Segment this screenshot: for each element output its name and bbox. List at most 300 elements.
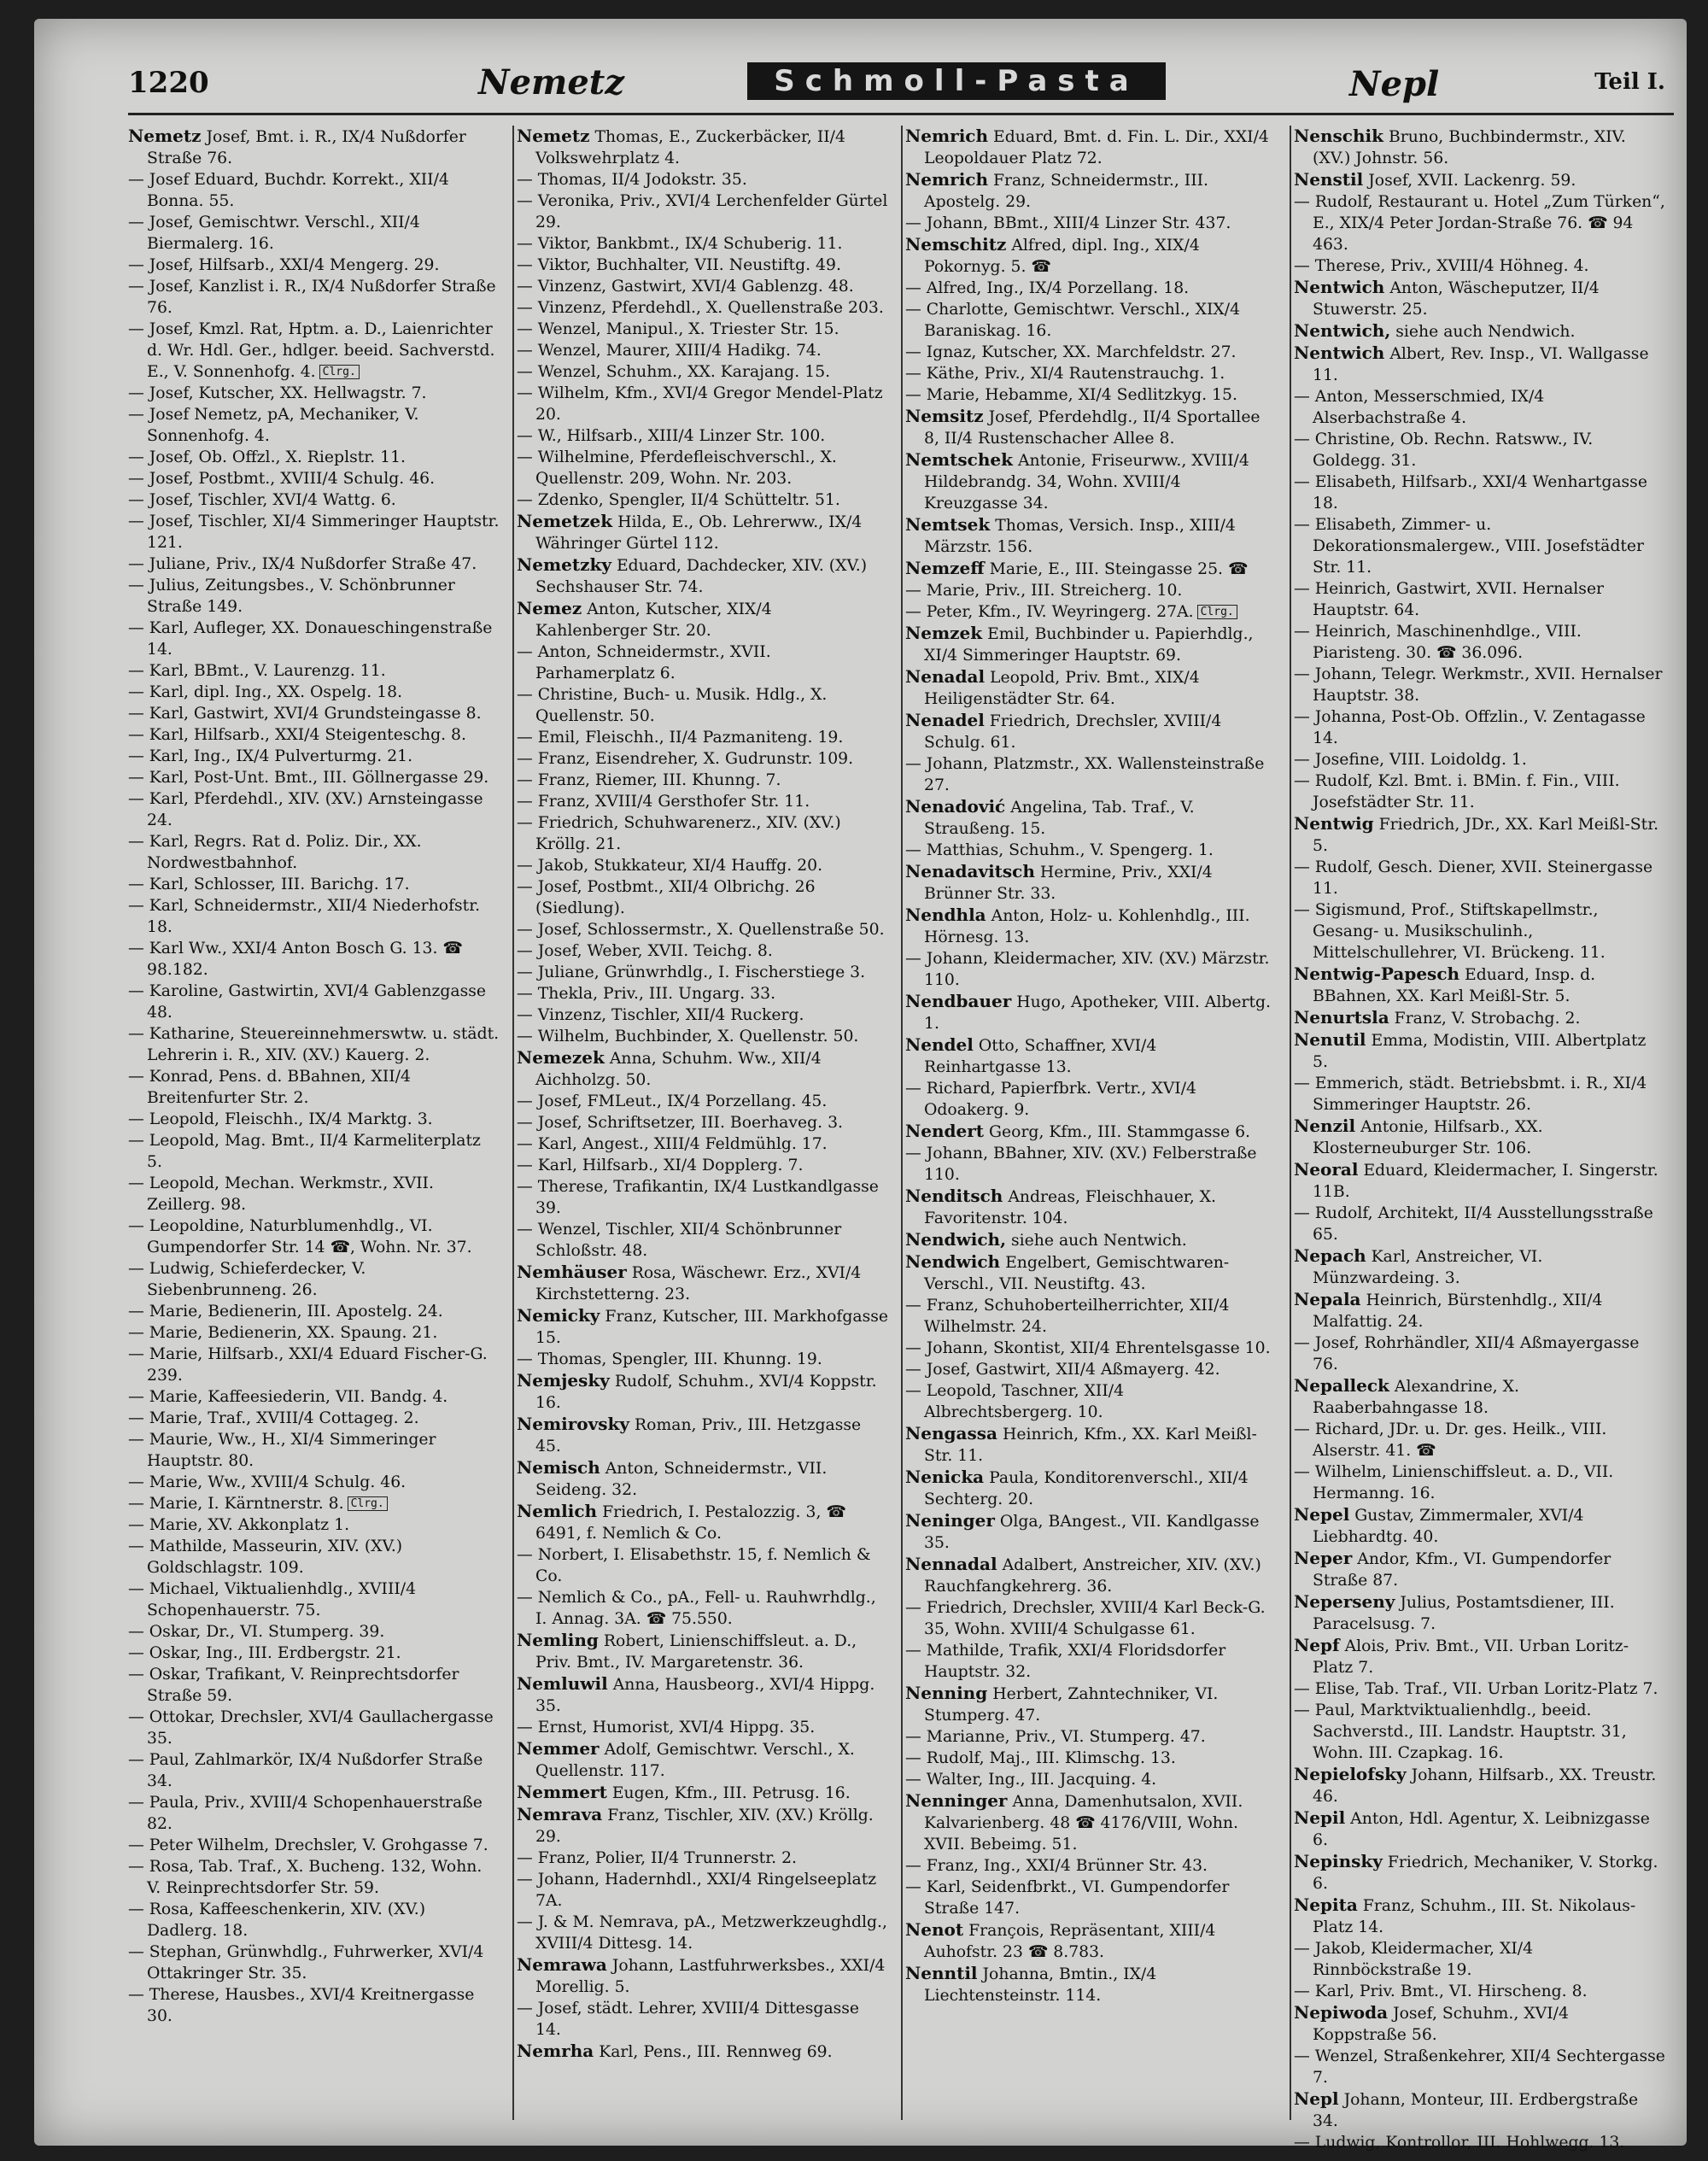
entry-text: — Karl, Ing., IX/4 Pulverturmg. 21. [128, 747, 413, 765]
directory-entry [517, 425, 888, 447]
directory-entry [517, 727, 888, 748]
directory-entry [517, 554, 888, 598]
directory-entry [128, 1578, 500, 1621]
directory-entry [905, 710, 1277, 753]
entry-text: — Leopold, Mag. Bmt., II/4 Karmeliterplatz 5. [128, 1132, 481, 1171]
entry-text: Franz, Kutscher, III. Markhofgasse 15. [535, 1308, 888, 1347]
entry-text: Hermine, Priv., XXI/4 Brünner Str. 33. [924, 864, 1213, 903]
entry-text: Johann, Lastfuhrwerksbes., XXI/4 Morellig. 5. [535, 1957, 886, 1996]
directory-entry [128, 1322, 500, 1344]
advertisement-banner: Schmoll-Pasta [747, 62, 1166, 100]
entry-text: Karl, Anstreicher, VI. Münzwardeing. 3. [1313, 1248, 1543, 1287]
entry-surname: Nemrawa [517, 1954, 607, 1975]
directory-entry [905, 449, 1277, 514]
entry-text: — Josef, Kmzl. Rat, Hptm. a. D., Laienrichter d. Wr. Hdl. Ger., hdlger. beeid. Sachverstd. E., V. Sonnenhofg. 4. [128, 320, 495, 381]
directory-entry [128, 1643, 500, 1664]
entry-text: — Leopold, Taschner, XII/4 Albrechtsbergerg. 10. [905, 1382, 1125, 1421]
entry-surname: Nemrich [905, 126, 989, 146]
page-header [128, 57, 1674, 117]
entry-surname: Neperseny [1294, 1591, 1395, 1612]
directory-entry [1294, 1764, 1665, 1807]
entry-surname: Nenutil [1294, 1029, 1366, 1050]
entry-text: Rosa, Wäschewr. Erz., XVI/4 Kirchstetterng. 23. [535, 1264, 862, 1303]
directory-entry [1294, 813, 1665, 857]
directory-entry [128, 489, 500, 511]
directory-entry [517, 340, 888, 361]
entry-text: — Christine, Buch- u. Musik. Hdlg., X. Quellenstr. 50. [517, 686, 828, 725]
directory-entry [128, 319, 500, 383]
entry-text: — Karl, Gastwirt, XVI/4 Grundsteingasse 8. [128, 705, 482, 723]
entry-text: Andor, Kfm., VI. Gumpendorfer Straße 87. [1313, 1550, 1611, 1590]
directory-entry [1294, 471, 1665, 514]
entry-text: Franz, Tischler, XIV. (XV.) Kröllg. 29. [535, 1807, 874, 1846]
entry-text: — Thekla, Priv., III. Ungarg. 33. [517, 985, 776, 1003]
entry-text: Friedrich, JDr., XX. Karl Meißl-Str. 5. [1313, 816, 1659, 855]
entry-text: — Stephan, Grünwhdlg., Fuhrwerker, XVI/4 Ottakringer Str. 35. [128, 1943, 484, 1982]
entry-text: — Josef, Tischler, XI/4 Simmeringer Hauptstr. 121. [128, 512, 500, 552]
directory-entry [905, 514, 1277, 558]
directory-entry [905, 1769, 1277, 1790]
entry-text: — Josef, Schlossermstr., X. Quellenstraße 50. [517, 921, 885, 939]
directory-entry [1294, 1332, 1665, 1375]
entry-text: — Marie, Kaffeesiederin, VII. Bandg. 4. [128, 1388, 448, 1406]
entry-surname: Nenntil [905, 1963, 978, 1983]
directory-entry [905, 905, 1277, 948]
directory-entry [128, 618, 500, 660]
entry-surname: Nepel [1294, 1504, 1350, 1525]
directory-entry [128, 1344, 500, 1386]
entry-surname: Nenadavitsch [905, 861, 1035, 881]
entry-surname: Nemirovsky [517, 1414, 630, 1434]
entry-text: — Sigismund, Prof., Stiftskapellmstr., Gesang- u. Musikschulinh., Mittelschullehrer, VI. Brückeng. 11. [1294, 901, 1606, 962]
directory-entry [517, 1457, 888, 1501]
entry-text: — Therese, Trafikantin, IX/4 Lustkandlgasse 39. [517, 1178, 879, 1217]
directory-entry [517, 383, 888, 425]
directory-entry [517, 1544, 888, 1587]
entry-text: Eugen, Kfm., III. Petrusg. 16. [611, 1784, 851, 1802]
entry-text: — Oskar, Trafikant, V. Reinprechtsdorfer Straße 59. [128, 1666, 459, 1705]
directory-entry [517, 1782, 888, 1804]
entry-text: Adalbert, Anstreicher, XIV. (XV.) Rauchfangkehrerg. 36. [924, 1556, 1261, 1596]
directory-entry [517, 1091, 888, 1112]
entry-text: Anton, Holz- u. Kohlenhdlg., III. Hörnesg. 13. [924, 907, 1250, 946]
directory-entry [128, 212, 500, 255]
directory-entry [1294, 1504, 1665, 1548]
directory-entry [128, 1899, 500, 1941]
entry-text: — Friedrich, Schuhwarenerz., XIV. (XV.) Kröllg. 21. [517, 814, 841, 853]
entry-text: — Karl, Hilfsarb., XXI/4 Steigenteschg. 8. [128, 726, 466, 744]
entry-surname: Nendel [905, 1034, 974, 1055]
directory-entry [128, 1109, 500, 1130]
entry-text: Olga, BAngest., VII. Kandlgasse 35. [924, 1513, 1260, 1552]
directory-entry [128, 1536, 500, 1578]
entry-text: Roman, Priv., III. Hetzgasse 45. [535, 1416, 862, 1455]
entry-surname: Nenninger [905, 1790, 1008, 1811]
entry-text: Herbert, Zahntechniker, VI. Stumperg. 47. [924, 1685, 1219, 1725]
directory-entry [1294, 343, 1665, 386]
directory-entry [517, 2041, 888, 2063]
entry-text: — Leopold, Mechan. Werkmstr., XVII. Zeillerg. 98. [128, 1174, 434, 1214]
directory-entry [128, 895, 500, 938]
entry-text: Marie, E., III. Steingasse 25. ☎ [989, 560, 1249, 578]
entry-text: Albert, Rev. Insp., VI. Wallgasse 11. [1313, 345, 1649, 384]
directory-entry [128, 1664, 500, 1707]
directory-entry [1294, 255, 1665, 277]
entry-text: — Marie, Bedienerin, III. Apostelg. 24. [128, 1303, 443, 1321]
directory-entry [517, 1804, 888, 1848]
directory-entry [905, 1251, 1277, 1295]
directory-entry [517, 1219, 888, 1262]
directory-entry [128, 1472, 500, 1493]
directory-entry [905, 169, 1277, 213]
entry-text: — Marie, Ww., XVIII/4 Schulg. 46. [128, 1473, 407, 1491]
entry-text: — Friedrich, Drechsler, XVIII/4 Karl Beck-G. 35, Wohn. XVIII/4 Schulgasse 61. [905, 1599, 1266, 1638]
entry-text: Julius, Postamtsdiener, III. Paracelsusg. 7. [1313, 1594, 1615, 1633]
directory-entry [905, 1790, 1277, 1855]
entry-surname: Nemlich [517, 1501, 598, 1521]
entry-text: Friedrich, Mechaniker, V. Storkg. 6. [1313, 1854, 1658, 1893]
directory-entry [1294, 320, 1665, 343]
directory-entry [1294, 2132, 1665, 2153]
directory-entry [905, 1295, 1277, 1338]
directory-entry [1294, 1073, 1665, 1116]
entry-surname: Nenstil [1294, 169, 1364, 190]
entry-text: Bruno, Buchbindermstr., XIV. (XV.) Johnstr. 56. [1313, 128, 1626, 167]
directory-entry [128, 1023, 500, 1066]
entry-text: — Rudolf, Restaurant u. Hotel „Zum Türken“, E., XIX/4 Peter Jordan-Straße 76. ☎ 94 463. [1294, 193, 1665, 254]
entry-surname: Nemisch [517, 1457, 600, 1478]
entry-text: — Paula, Priv., XVIII/4 Schopenhauerstraße 82. [128, 1794, 483, 1833]
column-2 [517, 126, 888, 2120]
entry-text: — Konrad, Pens. d. BBahnen, XII/4 Breitenfurter Str. 2. [128, 1068, 411, 1107]
entry-text: Andreas, Fleischhauer, X. Favoritenstr. 104. [924, 1188, 1217, 1227]
directory-entry [517, 1370, 888, 1414]
entry-text: — Leopold, Fleischh., IX/4 Marktg. 3. [128, 1110, 433, 1128]
directory-entry [128, 938, 500, 981]
entry-surname: Nemmer [517, 1738, 600, 1759]
entry-text: — Karoline, Gastwirtin, XVI/4 Gablenzgasse 48. [128, 982, 487, 1022]
entry-text: — Maurie, Ww., H., XI/4 Simmeringer Hauptstr. 80. [128, 1431, 436, 1470]
directory-entry [517, 983, 888, 1004]
entry-text: Gustav, Zimmermaler, XVI/4 Liebhardtg. 40. [1313, 1507, 1584, 1546]
directory-entry [517, 1414, 888, 1457]
entry-surname: Nentwich [1294, 343, 1385, 363]
entry-text: — Ignaz, Kutscher, XX. Marchfeldstr. 27. [905, 343, 1237, 361]
entry-text: Heinrich, Kfm., XX. Karl Meißl-Str. 11. [924, 1426, 1257, 1465]
directory-entry [128, 682, 500, 703]
entry-surname: Nemling [517, 1630, 599, 1650]
directory-entry [517, 276, 888, 297]
directory-entry [517, 1349, 888, 1370]
directory-entry [905, 1338, 1277, 1359]
entry-text: — Josef, Gastwirt, XII/4 Aßmayerg. 42. [905, 1361, 1220, 1379]
entry-text: — Thomas, Spengler, III. Khunng. 19. [517, 1350, 822, 1368]
directory-entry [1294, 1678, 1665, 1700]
entry-text: — Juliane, Priv., IX/4 Nußdorfer Straße 47. [128, 555, 477, 573]
directory-entry [128, 788, 500, 831]
directory-entry [905, 278, 1277, 299]
directory-entry [128, 511, 500, 553]
directory-entry [517, 233, 888, 255]
entry-surname: Nentwich [1294, 277, 1385, 297]
entry-text: — Oskar, Dr., VI. Stumperg. 39. [128, 1623, 385, 1641]
entry-text: — Josef, Tischler, XVI/4 Wattg. 6. [128, 491, 396, 509]
entry-text: Thomas, Versich. Insp., XIII/4 Märzstr. 156. [924, 517, 1236, 556]
entry-text: Anna, Hausbeorg., XVI/4 Hippg. 35. [535, 1676, 875, 1715]
clearing-badge: Clrg. [319, 365, 360, 379]
entry-text: — Johann, BBahner, XIV. (XV.) Felberstraße 110. [905, 1145, 1257, 1184]
entry-surname: Nemtsek [905, 514, 991, 535]
directory-entry [128, 276, 500, 319]
entry-text: — Nemlich & Co., pA., Fell- u. Rauhwrhdlg., I. Annag. 3A. ☎ 75.550. [517, 1589, 876, 1628]
directory-entry [128, 981, 500, 1023]
entry-text: Eduard, Dachdecker, XIV. (XV.) Sechshauser Str. 74. [535, 557, 868, 596]
directory-entry [517, 748, 888, 770]
entry-text: Karl, Pens., III. Rennweg 69. [599, 2043, 833, 2061]
directory-entry [1294, 2046, 1665, 2088]
entry-surname: Neoral [1294, 1159, 1359, 1180]
entry-surname: Nepita [1294, 1895, 1358, 1915]
entry-surname: Nenurtsla [1294, 1007, 1389, 1028]
entry-text: — Therese, Priv., XVIII/4 Höhneg. 4. [1294, 257, 1589, 275]
entry-text: — Zdenko, Spengler, II/4 Schütteltr. 51. [517, 491, 840, 509]
directory-entry [1294, 749, 1665, 770]
entry-text: — Wilhelm, Kfm., XVI/4 Gregor Mendel-Platz 20. [517, 384, 883, 424]
entry-text: — Rudolf, Maj., III. Klimschg. 13. [905, 1749, 1176, 1767]
entry-text: — Oskar, Ing., III. Erdbergstr. 21. [128, 1644, 401, 1662]
directory-entry [1294, 899, 1665, 963]
entry-text: Alois, Priv. Bmt., VII. Urban Loritz-Platz 7. [1313, 1637, 1629, 1677]
directory-entry [905, 1380, 1277, 1423]
directory-entry [905, 991, 1277, 1034]
entry-surname: Nenot [905, 1919, 964, 1940]
directory-entry [905, 1963, 1277, 2006]
directory-entry [905, 1877, 1277, 1919]
page-number: 1220 [128, 66, 209, 100]
entry-text: Eduard, Bmt. d. Fin. L. Dir., XXI/4 Leopoldauer Platz 72. [924, 128, 1269, 167]
entry-surname: Nendbauer [905, 991, 1012, 1011]
entry-text: — Karl, Aufleger, XX. Donaueschingenstraße 14. [128, 619, 493, 659]
entry-text: — Karl, Schlosser, III. Barichg. 17. [128, 876, 410, 893]
entry-surname: Nengassa [905, 1423, 997, 1444]
entry-text: Alexandrine, X. Raaberbahngasse 18. [1313, 1378, 1519, 1417]
entry-text: — Rudolf, Gesch. Diener, XVII. Steinergasse 11. [1294, 858, 1653, 898]
entry-surname: Nenning [905, 1683, 988, 1703]
directory-entry [517, 190, 888, 233]
directory-entry [905, 753, 1277, 796]
entry-text: — Jakob, Stukkateur, XI/4 Hauffg. 20. [517, 857, 823, 875]
entry-text: Friedrich, Drechsler, XVIII/4 Schulg. 61. [924, 712, 1222, 752]
entry-surname: Nepil [1294, 1807, 1346, 1828]
directory-entry [905, 213, 1277, 234]
entry-surname: Nendwich [905, 1251, 1001, 1272]
entry-surname: Nenadal [905, 666, 986, 687]
directory-entry [517, 1848, 888, 1869]
entry-text: — Wenzel, Manipul., X. Triester Str. 15. [517, 320, 839, 338]
entry-text: Robert, Linienschiffsleut. a. D., Priv. Bmt., IV. Margaretenstr. 36. [535, 1632, 857, 1672]
entry-surname: Nepf [1294, 1635, 1340, 1655]
entry-surname: Nennadal [905, 1554, 997, 1574]
entry-text: — Josef, Ob. Offzl., X. Rieplstr. 11. [128, 448, 406, 466]
entry-text: — Karl, dipl. Ing., XX. Ospelg. 18. [128, 683, 403, 701]
directory-entry [905, 1748, 1277, 1769]
directory-entry [905, 623, 1277, 666]
directory-entry [128, 1514, 500, 1536]
directory-entry [517, 297, 888, 319]
entry-text: — Josef, Hilfsarb., XXI/4 Mengerg. 29. [128, 256, 440, 274]
directory-entry [128, 468, 500, 489]
entry-text: — Josef, Rohrhändler, XII/4 Aßmayergasse 76. [1294, 1334, 1640, 1373]
entry-text: — Karl, Post-Unt. Bmt., III. Göllnergasse 29. [128, 769, 489, 787]
entry-surname: Neninger [905, 1510, 995, 1531]
directory-entry [517, 126, 888, 169]
entry-surname: Nemetz [517, 126, 590, 146]
directory-entry [517, 919, 888, 940]
directory-entry [128, 831, 500, 874]
entry-text: siehe auch Nentwich. [1011, 1232, 1187, 1250]
directory-entry [905, 861, 1277, 905]
directory-entry [905, 1683, 1277, 1726]
directory-entry [1294, 1289, 1665, 1332]
directory-entry [905, 126, 1277, 169]
entry-text: — Leopoldine, Naturblumenhdlg., VI. Gumpendorfer Str. 14 ☎, Wohn. Nr. 37. [128, 1217, 472, 1256]
directory-entry [517, 1587, 888, 1630]
entry-text: Anton, Wäscheputzer, II/4 Stuwerstr. 25. [1313, 279, 1600, 319]
entry-text: — Karl, Regrs. Rat d. Poliz. Dir., XX. Nordwestbahnhof. [128, 833, 422, 872]
entry-text: — Käthe, Priv., XI/4 Rautenstrauchg. 1. [905, 365, 1225, 383]
entry-text: Otto, Schaffner, XVI/4 Reinhartgasse 13. [924, 1037, 1157, 1076]
entry-surname: Nemhäuser [517, 1262, 627, 1282]
entry-text: — Johanna, Post-Ob. Offzlin., V. Zentagasse 14. [1294, 708, 1646, 747]
entry-text: — Wenzel, Straßenkehrer, XII/4 Sechtergasse 7. [1294, 2047, 1665, 2087]
entry-surname: Nenditsch [905, 1186, 1003, 1206]
entry-text: — Marianne, Priv., VI. Stumperg. 47. [905, 1728, 1206, 1746]
directory-entry [905, 1467, 1277, 1510]
directory-entry [905, 1186, 1277, 1229]
column-4 [1294, 126, 1665, 2152]
directory-entry [905, 1640, 1277, 1683]
entry-surname: Nepala [1294, 1289, 1361, 1309]
entry-text: — W., Hilfsarb., XIII/4 Linzer Str. 100. [517, 427, 826, 445]
entry-text: — Josef, Postbmt., XVIII/4 Schulg. 46. [128, 470, 436, 488]
entry-text: — Franz, Polier, II/4 Trunnerstr. 2. [517, 1849, 797, 1867]
directory-entry [517, 489, 888, 511]
directory-entry [517, 319, 888, 340]
entry-text: — Anton, Schneidermstr., XVII. Parhamerplatz 6. [517, 643, 771, 682]
directory-entry [128, 447, 500, 468]
entry-text: — Franz, Riemer, III. Khunng. 7. [517, 771, 781, 789]
entry-text: — Wilhelmine, Pferdefleischverschl., X. Quellenstr. 209, Wohn. Nr. 203. [517, 448, 837, 488]
directory-entry [1294, 2002, 1665, 2046]
entry-text: — Josef, Kanzlist i. R., IX/4 Nußdorfer Straße 76. [128, 278, 496, 317]
entry-surname: Nenzil [1294, 1116, 1356, 1136]
entry-text: Leopold, Priv. Bmt., XIX/4 Heiligenstädter Str. 64. [924, 669, 1200, 708]
directory-entry [905, 1034, 1277, 1078]
entry-text: — Karl, Angest., XIII/4 Feldmühlg. 17. [517, 1135, 828, 1153]
entry-text: Antonie, Friseurww., XVIII/4 Hildebrandg. 34, Wohn. XVIII/4 Kreuzgasse 34. [924, 452, 1249, 512]
directory-entry [905, 580, 1277, 601]
entry-text: Antonie, Hilfsarb., XX. Klosterneuburger Str. 106. [1313, 1118, 1543, 1157]
directory-entry [128, 1856, 500, 1899]
directory-entry [905, 1919, 1277, 1963]
directory-entry [1294, 621, 1665, 664]
directory-entry [517, 447, 888, 489]
directory-entry [1294, 1116, 1665, 1159]
entry-text: — Franz, Eisendreher, X. Gudrunstr. 109. [517, 750, 854, 768]
entry-text: — Karl, Pferdehdl., XIV. (XV.) Arnsteingasse 24. [128, 790, 483, 829]
directory-entry [1294, 1159, 1665, 1203]
directory-entry [1294, 1591, 1665, 1635]
entry-surname: Nenicka [905, 1467, 985, 1487]
directory-entry [517, 1717, 888, 1738]
directory-entry [905, 342, 1277, 363]
directory-entry [905, 384, 1277, 406]
directory-entry [128, 1301, 500, 1322]
entry-text: — Juliane, Grünwrhdlg., I. Fischerstiege 3. [517, 963, 866, 981]
entry-text: — Norbert, I. Elisabethstr. 15, f. Nemlich & Co. [517, 1546, 871, 1585]
entry-text: Emil, Buchbinder u. Papierhdlg., XI/4 Simmeringer Hauptstr. 69. [924, 625, 1254, 665]
directory-entry [517, 684, 888, 727]
entry-text: — Johann, Kleidermacher, XIV. (XV.) Märzstr. 110. [905, 950, 1270, 989]
entry-surname: Nentwig-Papesch [1294, 963, 1460, 984]
entry-text: — Josef, städt. Lehrer, XVIII/4 Dittesgasse 14. [517, 2000, 860, 2039]
entry-surname: Nepiwoda [1294, 2002, 1389, 2023]
directory-entry [905, 1078, 1277, 1121]
entry-text: — Karl, Schneidermstr., XII/4 Niederhofstr. 18. [128, 897, 481, 936]
entry-surname: Nentwig [1294, 813, 1374, 834]
entry-surname: Nemrich [905, 169, 989, 190]
entry-text: — Rudolf, Architekt, II/4 Ausstellungsstraße 65. [1294, 1204, 1653, 1244]
directory-entry [1294, 1245, 1665, 1289]
entry-text: Adolf, Gemischtwr. Verschl., X. Quellenstr. 117. [535, 1741, 855, 1780]
directory-entry [517, 1133, 888, 1155]
entry-text: — Richard, JDr. u. Dr. ges. Heilk., VIII. Alserstr. 41. ☎ [1294, 1420, 1607, 1460]
entry-text: — Wenzel, Tischler, XII/4 Schönbrunner Schloßstr. 48. [517, 1221, 842, 1260]
directory-entry [1294, 1851, 1665, 1895]
entry-text: — Charlotte, Gemischtwr. Verschl., XIX/4 Baraniskag. 16. [905, 301, 1241, 340]
entry-text: — Elisabeth, Zimmer- u. Dekorationsmalergew., VIII. Josefstädter Str. 11. [1294, 516, 1644, 577]
directory-entry [128, 1408, 500, 1429]
entry-text: Eduard, Kleidermacher, I. Singerstr. 11B. [1313, 1162, 1658, 1201]
directory-entry [1294, 126, 1665, 169]
entry-surname: Nemschitz [905, 234, 1007, 255]
entry-text: — Wenzel, Schuhm., XX. Karajang. 15. [517, 363, 831, 381]
directory-entry [1294, 277, 1665, 320]
directory-page [34, 19, 1687, 2152]
directory-entry [1294, 664, 1665, 706]
directory-entry [905, 1855, 1277, 1877]
directory-entry [128, 1130, 500, 1173]
directory-entry [1294, 770, 1665, 813]
directory-entry [128, 660, 500, 682]
entry-text: — Ludwig, Schieferdecker, V. Siebenbrunneng. 26. [128, 1260, 366, 1299]
entry-text: — Ludwig, Kontrollor, III. Hohlwegg. 13. [1294, 2134, 1625, 2152]
entry-text: — Karl, Hilfsarb., XI/4 Dopplerg. 7. [517, 1157, 804, 1174]
entry-text: — Josef, Kutscher, XX. Hellwagstr. 7. [128, 384, 427, 402]
directory-entry [128, 1792, 500, 1835]
directory-entry [1294, 1938, 1665, 1981]
entry-text: — Anton, Messerschmied, IX/4 Alserbachstraße 4. [1294, 388, 1545, 427]
directory-entry [1294, 2088, 1665, 2132]
entry-text: Anna, Damenhutsalon, XVII. Kalvarienberg. 48 ☎ 4176/VIII, Wohn. XVII. Bebeimg. 51. [924, 1793, 1243, 1854]
entry-text: Heinrich, Bürstenhdlg., XII/4 Malfattig. 24. [1313, 1291, 1603, 1331]
entry-text: — Mathilde, Trafik, XXI/4 Floridsdorfer Hauptstr. 32. [905, 1642, 1226, 1681]
directory-entry [1294, 857, 1665, 899]
directory-entry [517, 641, 888, 684]
entry-text: Josef, Pferdehdlg., II/4 Sportallee 8, II/4 Rustenschacher Allee 8. [924, 408, 1261, 448]
directory-entry [128, 553, 500, 575]
directory-entry [128, 1941, 500, 1984]
